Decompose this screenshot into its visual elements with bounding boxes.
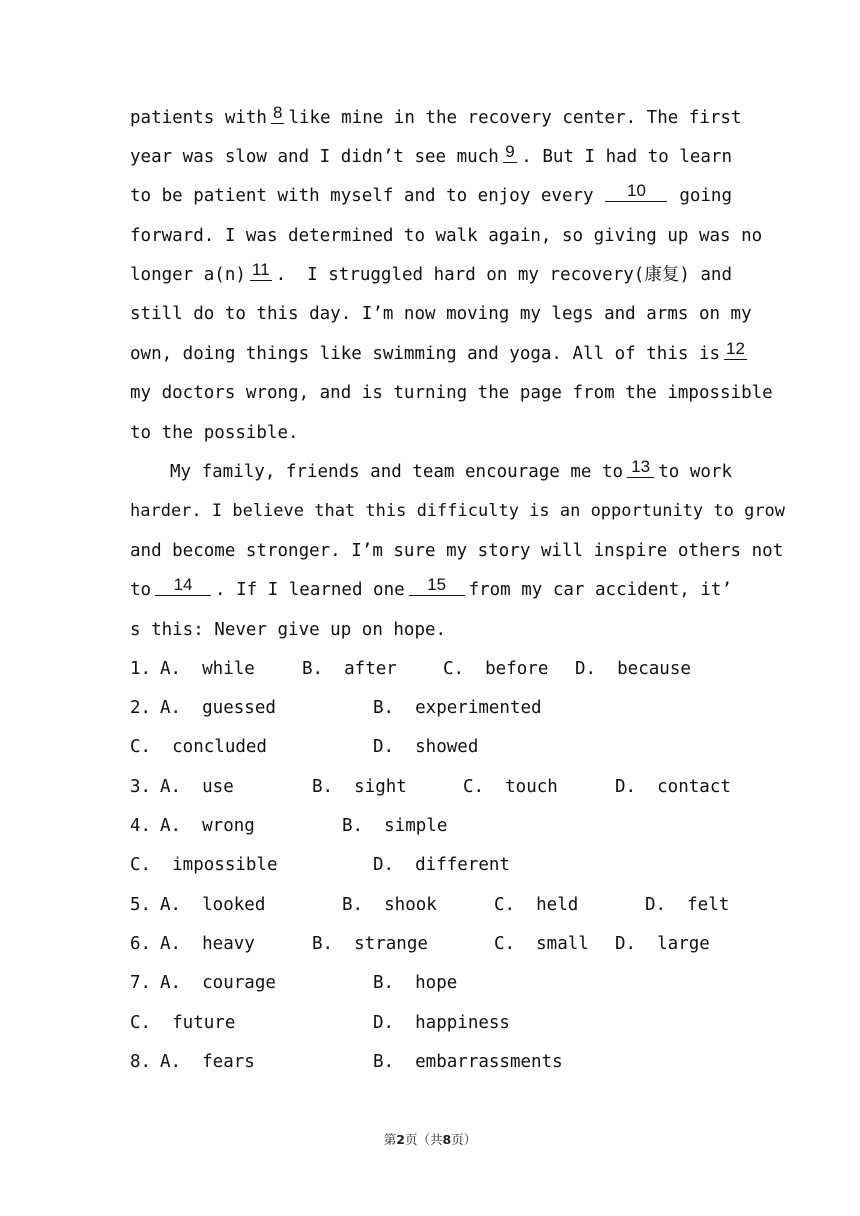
option-c[interactable]: C. small <box>494 934 589 954</box>
question-number: 6. <box>130 934 152 954</box>
question-number: 1. <box>130 659 152 679</box>
blank-8[interactable]: 8 <box>272 103 283 122</box>
question-number: 3. <box>130 777 152 797</box>
option-a[interactable]: A. wrong <box>160 816 255 836</box>
option-b[interactable]: B. simple <box>342 816 448 836</box>
option-d[interactable]: D. contact <box>615 777 731 797</box>
passage-line: year was slow and I didn’t see much 9 . But I had to learn <box>130 142 732 167</box>
passage-line: My family, friends and team encourage me to 13 to work <box>170 457 732 482</box>
option-a[interactable]: A. courage <box>160 973 276 993</box>
option-b[interactable]: B. hope <box>373 973 458 993</box>
option-a[interactable]: A. looked <box>160 895 266 915</box>
passage-line: own, doing things like swimming and yoga. All of this is 12 <box>130 339 745 364</box>
option-b[interactable]: B. after <box>302 659 397 679</box>
option-d[interactable]: D. large <box>615 934 710 954</box>
option-a[interactable]: A. while <box>160 659 255 679</box>
question-number: 5. <box>130 895 152 915</box>
blank-15[interactable]: 15 <box>409 575 465 596</box>
option-a[interactable]: A. use <box>160 777 234 797</box>
option-c[interactable]: C. touch <box>463 777 558 797</box>
passage-line: patients with 8 like mine in the recovery center. The first <box>130 103 742 128</box>
page-footer: 第2页（共8页） <box>383 1132 477 1147</box>
blank-9[interactable]: 9 <box>503 142 518 163</box>
blank-11[interactable]: 11 <box>251 260 270 279</box>
blank-13[interactable]: 13 <box>627 457 654 478</box>
option-c[interactable]: C. held <box>494 895 579 915</box>
blank-10[interactable]: 10 <box>605 181 667 202</box>
passage-line: my doctors wrong, and is turning the page from the impossible <box>130 383 773 403</box>
question-number: 8. <box>130 1052 152 1072</box>
option-b[interactable]: B. sight <box>312 777 407 797</box>
question-number: 7. <box>130 973 152 993</box>
option-c[interactable]: C. future <box>130 1013 236 1033</box>
option-d[interactable]: D. because <box>575 659 691 679</box>
blank-14[interactable]: 14 <box>155 575 211 596</box>
passage-line: forward. I was determined to walk again, so giving up was no <box>130 226 763 246</box>
page-number: 2 <box>396 1132 405 1147</box>
option-c[interactable]: C. impossible <box>130 855 278 875</box>
passage-line: longer a(n) 11 . I struggled hard on my recovery(康复) and <box>130 260 732 285</box>
option-d[interactable]: D. felt <box>645 895 730 915</box>
blank-12[interactable]: 12 <box>726 339 745 358</box>
option-d[interactable]: D. different <box>373 855 510 875</box>
option-b[interactable]: B. strange <box>312 934 428 954</box>
passage-line: and become stronger. I’m sure my story will inspire others not <box>130 541 784 561</box>
option-b[interactable]: B. embarrassments <box>373 1052 563 1072</box>
question-number: 4. <box>130 816 152 836</box>
passage-line: harder. I believe that this difficulty is an opportunity to grow <box>130 501 786 521</box>
passage-line: still do to this day. I’m now moving my legs and arms on my <box>130 304 752 324</box>
option-a[interactable]: A. heavy <box>160 934 255 954</box>
option-a[interactable]: A. fears <box>160 1052 255 1072</box>
page-total: 8 <box>442 1132 452 1147</box>
passage-line: s this: Never give up on hope. <box>130 620 447 640</box>
passage-line: to 14 . If I learned one 15 from my car accident, it’ <box>130 575 732 600</box>
option-b[interactable]: B. shook <box>342 895 437 915</box>
option-c[interactable]: C. before <box>443 659 549 679</box>
passage-line: to be patient with myself and to enjoy every 10 going <box>130 181 732 206</box>
option-c[interactable]: C. concluded <box>130 737 267 757</box>
question-number: 2. <box>130 698 152 718</box>
option-a[interactable]: A. guessed <box>160 698 276 718</box>
option-d[interactable]: D. happiness <box>373 1013 510 1033</box>
option-b[interactable]: B. experimented <box>373 698 542 718</box>
option-d[interactable]: D. showed <box>373 737 479 757</box>
passage-line: to the possible. <box>130 423 299 443</box>
